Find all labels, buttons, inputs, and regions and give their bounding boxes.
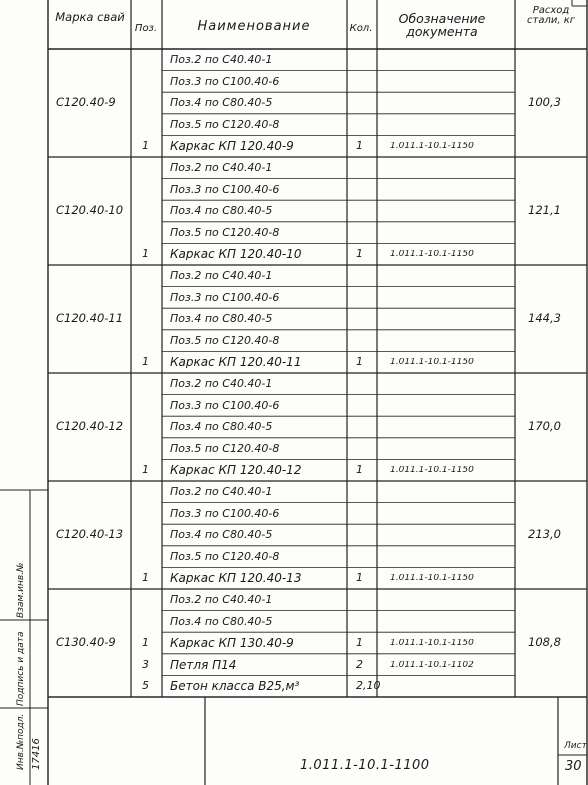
side-label-vzam: Взам.инв.№: [16, 562, 26, 618]
side-label-sign: Подпись и дата: [16, 631, 26, 706]
stamp-doc-number: 1.011.1-10.1-1100: [300, 758, 430, 773]
row-doc: 1.011.1-10.1-1102: [390, 660, 474, 670]
row-qty: 1: [356, 356, 363, 368]
group-mark: С120.40-10: [56, 205, 124, 217]
stamp-sheet-label: Лист: [564, 741, 587, 751]
row-doc: 1.011.1-10.1-1150: [390, 574, 474, 584]
row-name: Каркас КП 120.40-9: [170, 140, 294, 153]
row-name: Поз.4 по С80.40-5: [170, 529, 273, 541]
row-name: Поз.5 по С120.40-8: [170, 442, 280, 454]
row-qty: 1: [356, 464, 363, 476]
row-name: Поз.3 по С100.40-6: [170, 291, 280, 303]
row-qty: 2: [356, 658, 363, 670]
stamp-sheet-number: 30: [565, 759, 582, 774]
row-doc: 1.011.1-10.1-1150: [390, 358, 474, 368]
row-name: Поз.3 по С100.40-6: [170, 507, 280, 519]
row-name: Поз.4 по С80.40-5: [170, 615, 273, 627]
group-mark: С120.40-13: [56, 529, 124, 541]
row-name: Поз.2 по С40.40-1: [170, 162, 273, 173]
header-qty: Кол.: [349, 24, 373, 34]
group-mark: С120.40-12: [56, 421, 124, 433]
row-name: Поз.2 по С40.40-1: [170, 594, 273, 605]
row-name: Поз.2 по С40.40-1: [170, 270, 273, 281]
row-name: Поз.5 по С120.40-8: [170, 226, 280, 238]
row-name: Каркас КП 120.40-13: [170, 572, 302, 585]
row-name: Поз.4 по С80.40-5: [170, 313, 273, 325]
group-mark: С120.40-11: [56, 313, 124, 325]
row-qty: 1: [356, 572, 363, 584]
row-doc: 1.011.1-10.1-1150: [390, 142, 474, 152]
header-doc: Обозначение документа: [398, 13, 486, 39]
group-steel: 213,0: [528, 529, 561, 541]
row-doc: 1.011.1-10.1-1150: [390, 466, 474, 476]
row-doc: 1.011.1-10.1-1150: [390, 639, 474, 649]
row-name: Поз.2 по С40.40-1: [170, 486, 273, 497]
row-qty: 1: [356, 140, 363, 152]
row-pos: 1: [142, 356, 149, 368]
group-steel: 121,1: [528, 205, 561, 217]
row-name: Каркас КП 120.40-11: [170, 356, 302, 369]
row-name: Поз.3 по С100.40-6: [170, 183, 280, 195]
row-pos: 1: [142, 572, 149, 584]
row-name: Поз.4 по С80.40-5: [170, 421, 273, 433]
row-name: Поз.4 по С80.40-5: [170, 205, 273, 217]
header-name: Наименование: [197, 20, 311, 34]
row-pos: 5: [142, 680, 149, 692]
header-steel: Расход стали, кг: [527, 6, 575, 27]
row-name: Поз.5 по С120.40-8: [170, 550, 280, 562]
row-qty: 1: [356, 248, 363, 260]
row-qty: 2,10: [356, 680, 381, 692]
group-mark: С120.40-9: [56, 97, 116, 109]
header-pos: Поз.: [134, 24, 158, 34]
row-name: Каркас КП 130.40-9: [170, 637, 294, 650]
row-name: Петля П14: [170, 658, 237, 671]
row-pos: 1: [142, 464, 149, 476]
row-name: Поз.4 по С80.40-5: [170, 97, 273, 109]
group-steel: 170,0: [528, 421, 561, 433]
row-pos: 1: [142, 248, 149, 260]
row-doc: 1.011.1-10.1-1150: [390, 250, 474, 260]
header-mark: Марка свай: [55, 12, 125, 24]
group-steel: 100,3: [528, 97, 561, 109]
row-name: Поз.5 по С120.40-8: [170, 334, 280, 346]
group-steel: 108,8: [528, 637, 561, 649]
row-name: Поз.2 по С40.40-1: [170, 378, 273, 389]
row-pos: 1: [142, 637, 149, 649]
side-inv-number: 17416: [31, 738, 42, 770]
row-name: Поз.3 по С100.40-6: [170, 399, 280, 411]
row-name: Поз.2 по С40.40-1: [170, 54, 273, 65]
group-steel: 144,3: [528, 313, 561, 325]
side-label-inv: Инв.№подл.: [16, 713, 26, 770]
row-pos: 1: [142, 140, 149, 152]
row-qty: 1: [356, 637, 363, 649]
row-pos: 3: [142, 658, 149, 670]
row-name: Поз.5 по С120.40-8: [170, 118, 280, 130]
row-name: Каркас КП 120.40-10: [170, 248, 302, 261]
row-name: Каркас КП 120.40-12: [170, 464, 302, 477]
row-name: Поз.3 по С100.40-6: [170, 75, 280, 87]
row-name: Бетон класса В25,м³: [170, 680, 300, 693]
group-mark: С130.40-9: [56, 637, 116, 649]
